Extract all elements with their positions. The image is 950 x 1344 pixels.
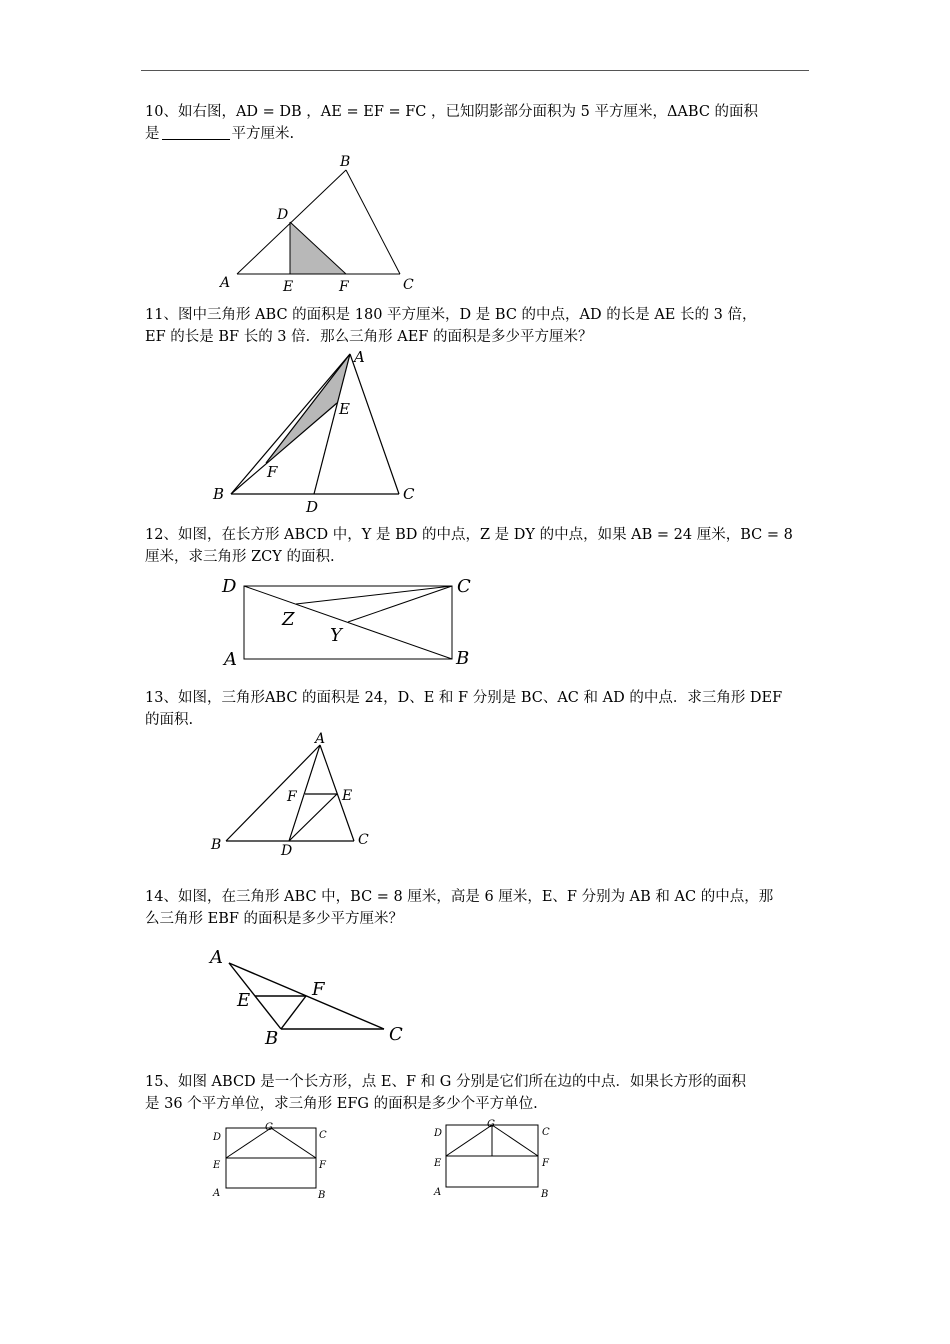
label-E: E: [283, 279, 294, 295]
label-C: C: [389, 1024, 403, 1045]
label-F: F: [267, 463, 278, 481]
question-11-line-2: EF 的长是 BF 长的 3 倍．那么三角形 AEF 的面积是多少平方厘米？: [145, 329, 593, 345]
label-B: B: [541, 1189, 549, 1200]
label-E: E: [237, 990, 251, 1011]
question-14-line-1: 14、如图，在三角形 ABC 中，BC = 8 厘米，高是 6 厘米，E、F 分别为 AB 和 AC 的中点，那: [145, 889, 774, 905]
label-C: C: [358, 832, 369, 848]
question-15-line-2: 是 36 个平方单位，求三角形 EFG 的面积是多少个平方单位.: [145, 1096, 538, 1112]
label-A: A: [220, 275, 231, 291]
question-13-line-2: 的面积.: [145, 712, 194, 728]
label-C: C: [319, 1130, 327, 1141]
label-D: D: [281, 843, 293, 859]
label-Y: Y: [330, 625, 342, 646]
label-G: G: [265, 1122, 273, 1133]
question-12-line-1: 12、如图，在长方形 ABCD 中，Y 是 BD 的中点，Z 是 DY 的中点，如果 AB = 24 厘米，BC = 8: [145, 527, 793, 543]
label-D: D: [306, 498, 319, 516]
question-11-line-1: 11、图中三角形 ABC 的面积是 180 平方厘米，D 是 BC 的中点，AD 的长是 AE 长的 3 倍，: [145, 307, 757, 323]
label-B: B: [456, 648, 470, 669]
label-A: A: [315, 731, 326, 747]
question-10-line-2: 是 平方厘米.: [145, 126, 295, 142]
label-A: A: [213, 1188, 221, 1199]
label-B: B: [265, 1028, 279, 1049]
label-A: A: [210, 947, 223, 968]
label-Z: Z: [282, 609, 295, 630]
label-D: D: [277, 207, 289, 223]
question-13-line-1: 13、如图，三角形ABC 的面积是 24，D、E 和 F 分别是 BC、AC 和 AD 的中点．求三角形 DEF: [145, 690, 783, 706]
label-B: B: [211, 837, 222, 853]
question-10-line-1: 10、如右图，AD = DB ，AE = EF = FC ，已知阴影部分面积为 5 平方厘米，ΔABC 的面积: [145, 104, 759, 120]
label-D: D: [213, 1132, 222, 1143]
label-E: E: [342, 788, 353, 804]
label-D: D: [222, 576, 237, 597]
label-E: E: [434, 1158, 442, 1169]
label-F: F: [287, 789, 297, 805]
question-15-line-1: 15、如图 ABCD 是一个长方形，点 E、F 和 G 分别是它们所在边的中点．如果长方形的面积: [145, 1074, 746, 1090]
label-B: B: [213, 485, 225, 503]
label-B: B: [318, 1190, 326, 1201]
label-A: A: [224, 649, 237, 670]
label-A: A: [354, 348, 365, 366]
label-C: C: [403, 277, 414, 293]
label-C: C: [457, 576, 471, 597]
label-F: F: [339, 279, 349, 295]
label-C: C: [403, 485, 415, 503]
label-D: D: [434, 1128, 443, 1139]
label-G: G: [487, 1119, 495, 1130]
label-C: C: [542, 1127, 550, 1138]
question-12-line-2: 厘米，求三角形 ZCY 的面积.: [145, 549, 335, 565]
label-B: B: [340, 154, 351, 170]
label-E: E: [213, 1160, 221, 1171]
label-F: F: [542, 1158, 549, 1169]
label-F: F: [319, 1160, 326, 1171]
label-E: E: [339, 400, 350, 418]
label-F: F: [312, 979, 325, 1000]
question-14-line-2: 么三角形 EBF 的面积是多少平方厘米？: [145, 911, 404, 927]
label-A: A: [434, 1187, 442, 1198]
